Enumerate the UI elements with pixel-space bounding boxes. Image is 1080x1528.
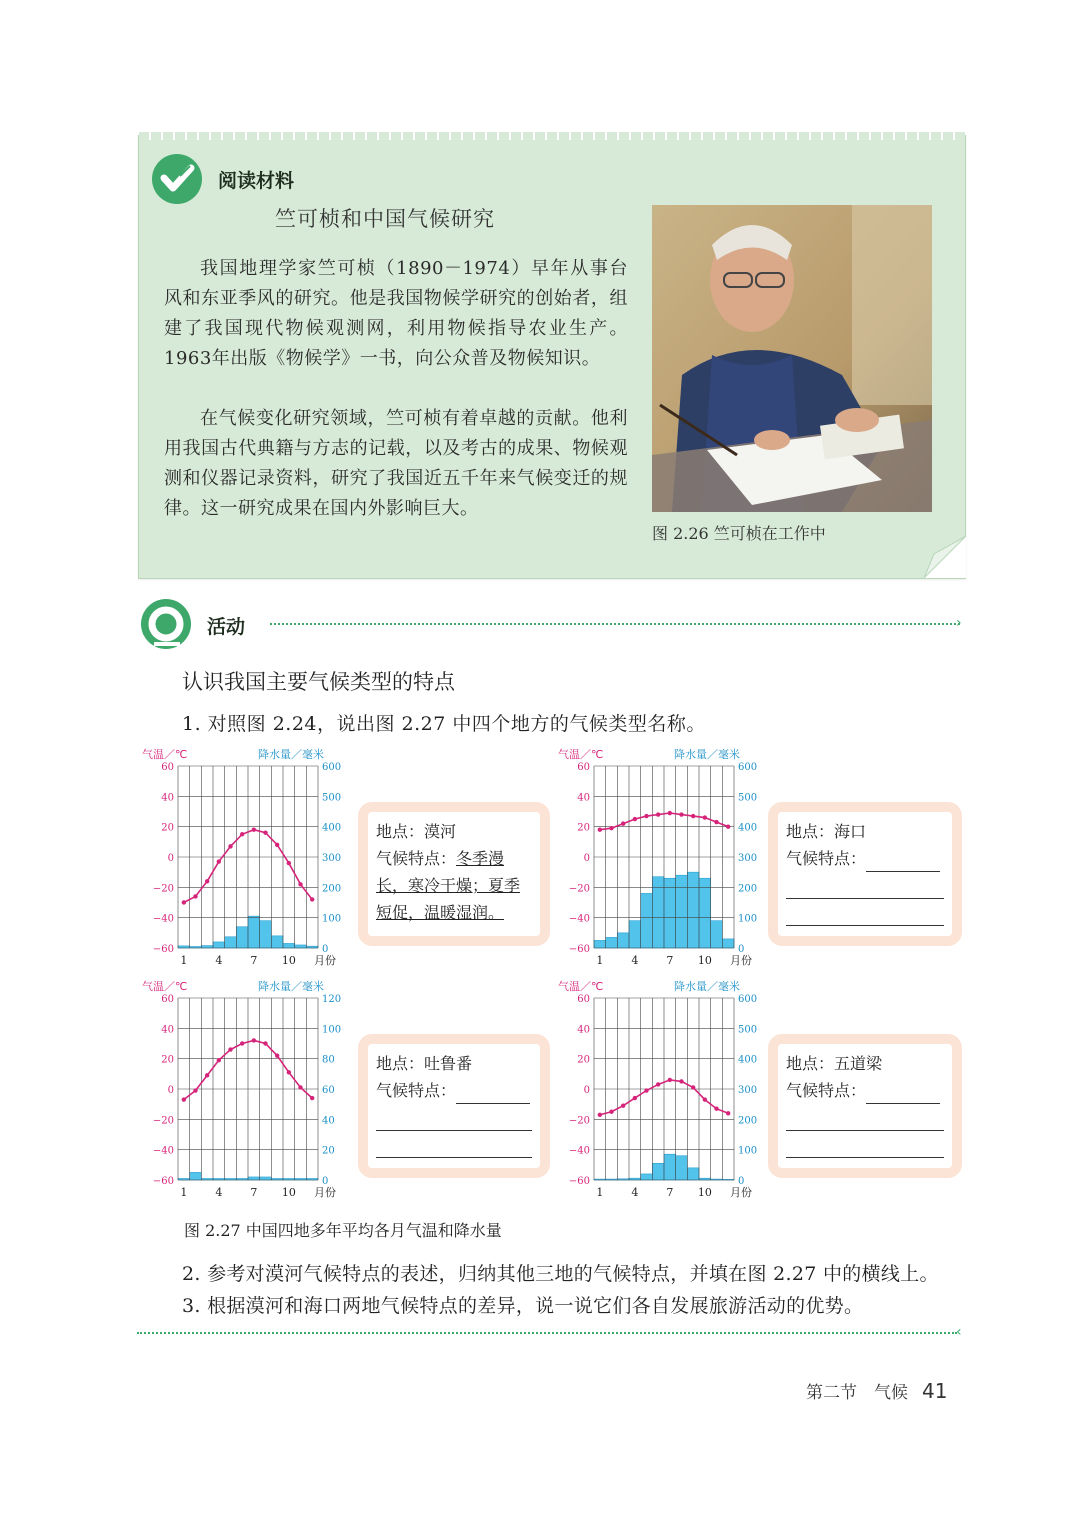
temperature-point [656, 1082, 660, 1086]
precip-bar [617, 933, 629, 948]
precip-bar [606, 937, 618, 948]
temperature-point [228, 844, 232, 848]
card-turpan [358, 1034, 550, 1178]
temperature-point [310, 1096, 314, 1100]
card-wudaoliang [768, 1034, 962, 1178]
temp-tick-label: −60 [152, 1176, 174, 1187]
answer-line[interactable] [786, 872, 944, 899]
precip-axis-title: 降水量／毫米 [258, 748, 324, 761]
section-name: 第二节 气候 [806, 1383, 908, 1403]
month-tick-label: 7 [666, 954, 674, 967]
precip-tick-label: 0 [738, 1176, 745, 1187]
precip-tick-label: 60 [322, 1085, 335, 1096]
temperature-point [298, 1085, 302, 1089]
precip-tick-label: 20 [322, 1145, 335, 1157]
temperature-point [252, 828, 256, 832]
temp-tick-label: −20 [568, 883, 590, 895]
temp-tick-label: 40 [161, 792, 174, 804]
card-place: 地点：漠河 [376, 822, 457, 841]
card-place: 地点：五道梁 [786, 1054, 883, 1073]
temp-tick-label: 60 [161, 762, 174, 773]
month-tick-label: 1 [596, 954, 604, 967]
precip-tick-label: 300 [738, 1085, 758, 1096]
precip-bar [676, 875, 688, 948]
precip-bar [283, 943, 295, 948]
temperature-point [240, 1041, 244, 1045]
climate-chart-haikou [556, 746, 756, 976]
precip-bar [236, 927, 248, 948]
card-feature: 气候特点： [786, 1077, 944, 1104]
answer-blank[interactable] [456, 1085, 530, 1104]
article-paragraph-2: 在气候变化研究领域，竺可桢有着卓越的贡献。他利用我国古代典籍与方志的记载，以及考古的成果、物候观测和仪器记录资料，研究了我国近五千年来气候变迁的规律。这一研究成果在国内外影响巨大。 [164, 408, 628, 519]
temp-tick-label: 40 [577, 792, 590, 804]
temperature-point [668, 811, 672, 815]
card-mohe [358, 802, 550, 946]
precip-tick-label: 200 [738, 1115, 758, 1127]
temp-tick-label: 20 [161, 1054, 174, 1066]
month-tick-label: 7 [250, 954, 258, 967]
temp-tick-label: 20 [577, 1054, 590, 1066]
temp-tick-label: 60 [577, 994, 590, 1005]
question-3: 3. 根据漠河和海口两地气候特点的差异，说一说它们各自发展旅游活动的优势。 [182, 1295, 864, 1317]
chart-svg [556, 746, 756, 976]
precip-tick-label: 200 [738, 883, 758, 895]
temperature-point [679, 812, 683, 816]
x-unit-label: 月份 [730, 954, 752, 967]
precip-tick-label: 100 [322, 1024, 342, 1036]
precip-tick-label: 400 [738, 822, 758, 834]
temperature-point [263, 831, 267, 835]
article-paragraph-1: 我国地理学家竺可桢（1890－1974）早年从事台风和东亚季风的研究。他是我国物候学研究的创始者，组建了我国现代物候观测网，利用物候指导农业生产。1963年出版《物候学》一书，向公众普及物候知识。 [164, 258, 628, 369]
climate-chart-wudaoliang [556, 978, 756, 1208]
precip-tick-label: 600 [738, 994, 758, 1005]
temperature-point [252, 1038, 256, 1042]
precip-bar [260, 921, 272, 948]
precip-bar [664, 1154, 676, 1180]
precip-bar [248, 916, 260, 948]
answer-line[interactable] [786, 1104, 944, 1131]
temperature-point [621, 821, 625, 825]
precip-bar [213, 942, 225, 948]
precip-bar [687, 1168, 699, 1180]
temperature-point [240, 832, 244, 836]
answer-blank[interactable] [866, 853, 940, 872]
portrait-photo [652, 205, 932, 512]
temperature-point [598, 828, 602, 832]
precip-tick-label: 120 [322, 994, 342, 1005]
temp-tick-label: −40 [568, 913, 590, 925]
precip-bar [711, 921, 723, 948]
month-tick-label: 4 [631, 954, 639, 967]
temp-tick-label: −60 [568, 1176, 590, 1187]
precip-bar [190, 1172, 202, 1180]
temperature-point [726, 824, 730, 828]
temperature-point [217, 859, 221, 863]
question-2: 2. 参考对漠河气候特点的表述，归纳其他三地的气候特点，并填在图 2.27 中的横线上。 [182, 1263, 939, 1285]
temp-tick-label: 0 [167, 1085, 174, 1096]
precip-bar [676, 1156, 688, 1180]
temperature-point [310, 897, 314, 901]
month-tick-label: 10 [697, 1186, 712, 1199]
month-tick-label: 1 [180, 1186, 188, 1199]
precip-bar [248, 1177, 260, 1180]
temperature-point [598, 1113, 602, 1117]
precip-tick-label: 300 [738, 853, 758, 864]
precip-bar [178, 946, 190, 948]
month-tick-label: 1 [180, 954, 188, 967]
answer-blank[interactable] [866, 1085, 940, 1104]
answer-line[interactable] [786, 899, 944, 926]
perforated-edge [139, 132, 965, 140]
temperature-point [287, 861, 291, 865]
temp-tick-label: 60 [161, 994, 174, 1005]
reading-label: 阅读材料 [218, 170, 295, 192]
temperature-point [703, 1097, 707, 1101]
temp-axis-title: 气温／℃ [142, 748, 188, 761]
precip-tick-label: 0 [322, 944, 329, 955]
temp-tick-label: −20 [152, 883, 174, 895]
article-title: 竺可桢和中国气候研究 [275, 207, 495, 231]
x-unit-label: 月份 [314, 954, 336, 967]
precip-bar [629, 921, 641, 948]
temp-axis-title: 气温／℃ [142, 980, 188, 993]
temperature-point [275, 843, 279, 847]
month-tick-label: 10 [697, 954, 712, 967]
precip-bar [594, 940, 606, 948]
page-footer [806, 1378, 947, 1403]
temperature-point [691, 1085, 695, 1089]
precip-tick-label: 80 [322, 1054, 335, 1066]
answer-line[interactable] [376, 1104, 532, 1131]
answer-line[interactable] [786, 1131, 944, 1158]
temp-tick-label: −20 [568, 1115, 590, 1127]
precip-tick-label: 40 [322, 1115, 335, 1127]
feature-text: 冬季漫长，寒冷干燥；夏季短促，温暖湿润。 [376, 849, 521, 922]
temperature-point [287, 1070, 291, 1074]
precip-bar [722, 939, 734, 948]
climate-chart-mohe [140, 746, 340, 976]
temp-tick-label: 0 [583, 853, 590, 864]
card-place: 地点：海口 [786, 822, 867, 841]
card-feature: 气候特点： [376, 1077, 532, 1104]
chevron-left-icon: ‹ [956, 1324, 962, 1340]
x-unit-label: 月份 [314, 1186, 336, 1199]
precip-bar [641, 893, 653, 948]
temp-tick-label: 40 [161, 1024, 174, 1036]
temperature-point [714, 820, 718, 824]
month-tick-label: 4 [631, 1186, 639, 1199]
month-tick-label: 7 [666, 1186, 674, 1199]
month-tick-label: 10 [281, 954, 296, 967]
temperature-point [644, 814, 648, 818]
page-curl-decoration [924, 536, 966, 578]
question-1: 1. 对照图 2.24，说出图 2.27 中四个地方的气候类型名称。 [182, 713, 706, 735]
activity-heading: 认识我国主要气候类型的特点 [182, 670, 455, 694]
temperature-point [263, 1041, 267, 1045]
temperature-point [679, 1079, 683, 1083]
temperature-point [217, 1058, 221, 1062]
temp-tick-label: 0 [583, 1085, 590, 1096]
chart-svg [140, 746, 340, 976]
card-feature: 气候特点：冬季漫长，寒冷干燥；夏季短促，温暖湿润。 [376, 849, 521, 922]
pencil-icon [150, 152, 204, 206]
precip-tick-label: 400 [738, 1054, 758, 1066]
temperature-point [633, 817, 637, 821]
temperature-point [205, 879, 209, 883]
temp-tick-label: 40 [577, 1024, 590, 1036]
temp-tick-label: −40 [568, 1145, 590, 1157]
precip-bar [225, 937, 237, 948]
temperature-point [644, 1088, 648, 1092]
precip-bar [652, 1163, 664, 1180]
temperature-point [193, 894, 197, 898]
temp-tick-label: −60 [568, 944, 590, 955]
temp-tick-label: 20 [161, 822, 174, 834]
precip-bar [664, 878, 676, 948]
temperature-point [726, 1111, 730, 1115]
precip-bar [271, 936, 283, 948]
month-tick-label: 4 [215, 954, 223, 967]
photo-caption: 图 2.26 竺可桢在工作中 [652, 524, 826, 543]
temp-tick-label: 60 [577, 762, 590, 773]
precip-axis-title: 降水量／毫米 [674, 748, 740, 761]
temperature-point [182, 900, 186, 904]
page-number: 41 [922, 1379, 948, 1403]
precip-axis-title: 降水量／毫米 [258, 980, 324, 993]
temperature-point [714, 1107, 718, 1111]
precip-tick-label: 500 [738, 1024, 758, 1036]
temperature-point [668, 1078, 672, 1082]
figure-caption: 图 2.27 中国四地多年平均各月气温和降水量 [184, 1221, 502, 1240]
activity-divider [270, 623, 960, 627]
month-tick-label: 7 [250, 1186, 258, 1199]
precip-tick-label: 0 [322, 1176, 329, 1187]
precip-tick-label: 400 [322, 822, 342, 834]
month-tick-label: 10 [281, 1186, 296, 1199]
temp-tick-label: −20 [152, 1115, 174, 1127]
card-haikou [768, 802, 962, 946]
chart-svg [140, 978, 340, 1208]
temperature-point [228, 1047, 232, 1051]
precip-tick-label: 0 [738, 944, 745, 955]
precip-tick-label: 600 [738, 762, 758, 773]
activity-label: 活动 [207, 616, 246, 638]
temperature-point [298, 882, 302, 886]
temp-tick-label: −40 [152, 1145, 174, 1157]
precip-tick-label: 500 [738, 792, 758, 804]
temperature-point [275, 1053, 279, 1057]
chart-svg [556, 978, 756, 1208]
climate-chart-turpan [140, 978, 340, 1208]
precip-bar [201, 946, 213, 948]
activity-icon [140, 598, 192, 650]
precip-tick-label: 500 [322, 792, 342, 804]
activity-end-divider [137, 1332, 957, 1336]
x-unit-label: 月份 [730, 1186, 752, 1199]
precip-tick-label: 100 [738, 913, 758, 925]
temperature-point [193, 1088, 197, 1092]
precip-bar [699, 878, 711, 948]
temperature-point [182, 1097, 186, 1101]
temp-tick-label: −60 [152, 944, 174, 955]
temp-axis-title: 气温／℃ [558, 980, 604, 993]
temperature-point [621, 1103, 625, 1107]
temp-tick-label: 0 [167, 853, 174, 864]
month-tick-label: 1 [596, 1186, 604, 1199]
chevron-right-icon: › [956, 615, 962, 631]
precip-tick-label: 100 [322, 913, 342, 925]
temp-axis-title: 气温／℃ [558, 748, 604, 761]
temperature-point [609, 826, 613, 830]
card-feature: 气候特点： [786, 845, 944, 872]
precip-tick-label: 600 [322, 762, 342, 773]
precip-axis-title: 降水量／毫米 [674, 980, 740, 993]
card-place: 地点：吐鲁番 [376, 1054, 473, 1073]
precip-tick-label: 300 [322, 853, 342, 864]
temperature-point [656, 812, 660, 816]
temperature-point [609, 1110, 613, 1114]
temp-tick-label: 20 [577, 822, 590, 834]
precip-bar [260, 1177, 272, 1180]
precip-bar [687, 872, 699, 948]
temp-tick-label: −40 [152, 913, 174, 925]
precip-bar [641, 1174, 653, 1180]
precip-tick-label: 200 [322, 883, 342, 895]
precip-tick-label: 100 [738, 1145, 758, 1157]
temperature-point [691, 814, 695, 818]
month-tick-label: 4 [215, 1186, 223, 1199]
temperature-point [703, 815, 707, 819]
temperature-point [633, 1096, 637, 1100]
answer-line[interactable] [376, 1131, 532, 1158]
precip-bar [295, 945, 307, 948]
temperature-point [205, 1073, 209, 1077]
